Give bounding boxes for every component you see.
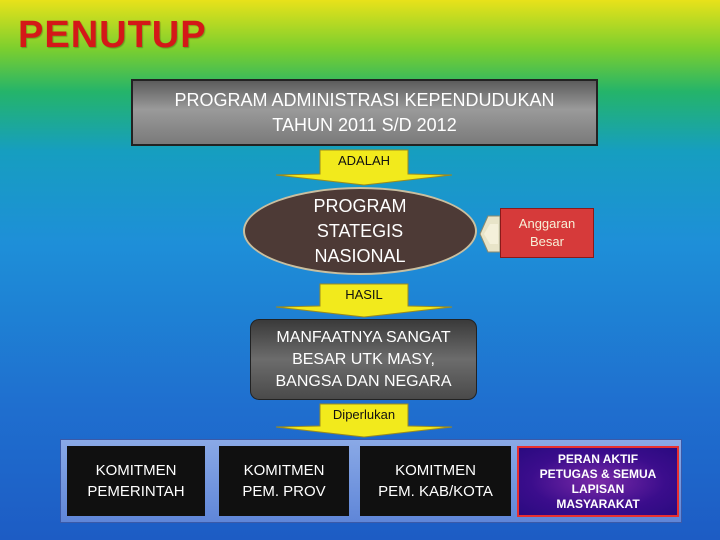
program-title-line2: TAHUN 2011 S/D 2012	[272, 114, 457, 135]
connector-diperlukan	[276, 402, 452, 438]
program-strategis-line1: PROGRAM	[313, 195, 407, 216]
anggaran-line2: Besar	[530, 234, 564, 249]
peran-line4: MASYARAKAT	[556, 496, 640, 511]
komitmen-prov-box	[219, 446, 349, 516]
peran-line2: PETUGAS & SEMUA	[539, 466, 657, 481]
komitmen-pemerintah-line2: PEMERINTAH	[87, 483, 185, 500]
komitmen-kabkota-line2: PEM. KAB/KOTA	[378, 483, 493, 500]
komitmen-pemerintah-box	[67, 446, 205, 516]
anggaran-connector-shape	[478, 212, 502, 256]
anggaran-line1: Anggaran	[518, 216, 576, 231]
manfaat-line3: BANGSA DAN NEGARA	[275, 372, 452, 390]
komitmen-kabkota-line1: KOMITMEN	[395, 462, 476, 479]
manfaat-box	[250, 319, 477, 400]
connector-hasil	[276, 282, 452, 318]
connector-diperlukan-label: Diperlukan	[332, 407, 396, 422]
komitmen-pemerintah-line1: KOMITMEN	[95, 462, 177, 479]
komitmen-prov-line1: KOMITMEN	[243, 462, 325, 479]
slide-title: PENUTUP	[18, 14, 207, 56]
connector-hasil-label: HASIL	[345, 287, 383, 302]
peran-line3: LAPISAN	[571, 481, 625, 496]
komitmen-prov-line2: PEM. PROV	[242, 483, 326, 500]
program-strategis-line2: STATEGIS	[316, 220, 404, 241]
peran-aktif-box	[517, 446, 679, 517]
connector-adalah	[276, 148, 452, 186]
program-strategis-ellipse	[243, 187, 477, 275]
program-title-box	[131, 79, 598, 146]
manfaat-line1: MANFAATNYA SANGAT	[276, 328, 451, 346]
program-strategis-line3: NASIONAL	[314, 245, 406, 266]
anggaran-besar-box	[500, 208, 594, 258]
peran-line1: PERAN AKTIF	[557, 451, 639, 466]
program-title-line1: PROGRAM ADMINISTRASI KEPENDUDUKAN	[174, 89, 555, 110]
komitmen-kabkota-box	[360, 446, 511, 516]
manfaat-line2: BESAR UTK MASY,	[292, 350, 435, 368]
connector-adalah-label: ADALAH	[337, 153, 391, 168]
